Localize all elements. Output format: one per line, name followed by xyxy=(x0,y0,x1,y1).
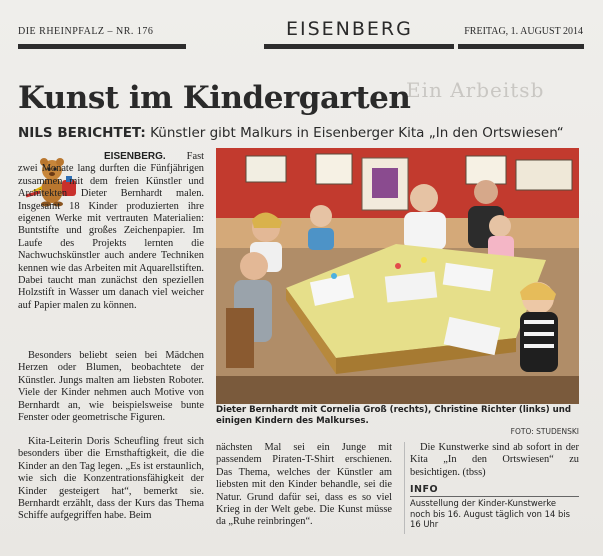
column-divider xyxy=(404,442,405,534)
subhead-text: Künstler gibt Malkurs in Eisenberger Kita „In den Ortswiesen“ xyxy=(145,125,564,141)
masthead-paper-issue: DIE RHEINPFALZ – NR. 176 xyxy=(18,26,154,37)
info-box-rule xyxy=(410,496,579,497)
article-paragraph-1 xyxy=(18,151,204,312)
info-box-text: Ausstellung der Kinder-Kunstwerke noch bis 16. August täglich von 14 bis 16 Uhr xyxy=(410,498,570,529)
article-headline: Kunst im Kindergarten xyxy=(18,80,411,116)
bleed-through-headline: Ein Arbeitsb xyxy=(406,78,545,102)
article-paragraph-2: Besonders beliebt seien bei Mädchen Herzen oder Blumen, beobachtete der Künstler. Jungs malten am liebsten Roboter. Viele der Kinder nehmen auch Motive von Bernhardt an, wie beispielsweise bunte Fenster oder geometrische Figuren. xyxy=(18,350,204,424)
masthead-rule-right xyxy=(458,44,584,49)
article-paragraph-4: nächsten Mal sei ein Junge mit passendem Piraten-T-Shirt erschienen. Das Thema, welches der Künstler am liebsten mit den Kinder behandle, sei die Natur. Grund dafür sei, dass es so viel Krieg in der Welt gebe. Die Kunst müsse da „Ruhe reinbringen“. xyxy=(216,442,392,528)
masthead-rule-left xyxy=(18,44,186,49)
subhead-kicker: NILS BERICHTET: xyxy=(18,125,146,141)
masthead-date: FREITAG, 1. AUGUST 2014 xyxy=(464,26,583,37)
article-subhead xyxy=(18,125,564,141)
article-photo xyxy=(216,148,579,404)
article-paragraph-1-text: Fast zwei Monate lang durften die Fünfjährigen zusammen mit dem freien Künstler und Architekten Dieter Bernhardt malen. Insgesamt 18 Kinder produzierten ihre eigenen Werke mit vertrauten Materialien: Buntstifte und großes Zeichenpapier. Im Laufe des Projekts lernten die Nachwuchskünstler auch andere Techniken kennen wie das Arbeiten mit Aquarellstiften. Dabei taucht man zunächst den speziellen Holzstift in Wasser um danach viel weicher auf Papier malen zu können. xyxy=(18,151,204,311)
masthead xyxy=(18,18,585,64)
photo-caption: Dieter Bernhardt mit Cornelia Groß (rechts), Christine Richter (links) und einigen Kindern des Malkurses. xyxy=(216,405,572,426)
masthead-rule-center xyxy=(264,44,454,49)
article-dateline: EISENBERG. xyxy=(104,151,166,162)
photo-credit: FOTO: STUDENSKI xyxy=(510,427,579,436)
article-paragraph-3: Kita-Leiterin Doris Scheufling freut sich besonders über die Ernsthaftigkeit, die die Kinder an den Tag legen. „Es ist erstaunlich, wie sich die Konzentrationsfähigkeit der Kinder gesteigert hat“, bemerkt sie. Bernhardt erzählt, dass der Kurs das Thema Schiffe aufgegriffen habe. Beim xyxy=(18,436,204,522)
masthead-section: EISENBERG xyxy=(286,18,413,40)
info-box-label: INFO xyxy=(410,484,439,495)
article-paragraph-5: Die Kunstwerke sind ab sofort in der Kita „In den Ortswiesen“ zu besichtigen. (tbss) xyxy=(410,442,579,478)
